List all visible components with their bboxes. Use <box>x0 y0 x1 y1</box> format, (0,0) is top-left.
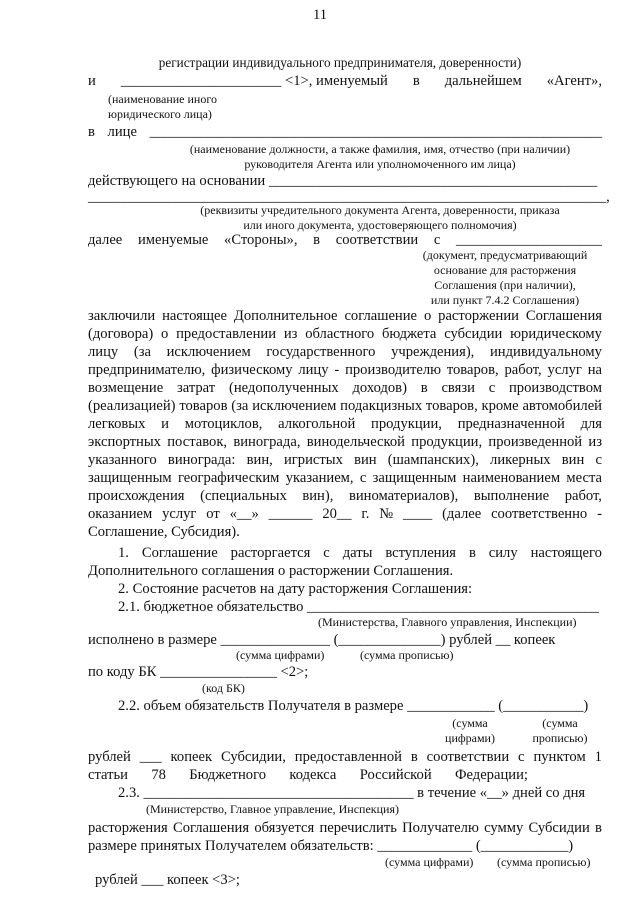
item-2-3-caption: (Министерство, Главное управление, Инспекция) <box>146 802 399 816</box>
main-line <box>88 325 602 343</box>
word: ____________________ <box>456 232 602 248</box>
word: с <box>488 380 496 396</box>
word: - <box>334 362 340 378</box>
article-line <box>88 766 528 784</box>
word: расторжении <box>438 308 519 324</box>
word: далее <box>88 232 123 248</box>
word: экспортных <box>88 434 161 450</box>
word: места <box>566 470 602 486</box>
word: возмещение <box>88 380 164 396</box>
word: 20__ <box>322 506 352 522</box>
word: лицу <box>88 344 119 360</box>
word: Получателю <box>402 820 479 836</box>
item-2-3: 2.3. _____________________________________ в течение «__» дней со дня <box>118 785 586 801</box>
word: Соглашения <box>172 820 250 836</box>
word: с <box>433 232 441 248</box>
main-line <box>88 469 602 487</box>
word: автомобилей <box>522 398 602 414</box>
word: рублей <box>88 749 131 765</box>
item-1 <box>118 544 602 562</box>
item-2: 2. Состояние расчетов на дату расторжения Соглашения: <box>118 581 473 597</box>
word: (шампанских), <box>387 452 479 468</box>
item-2-2-caption-words-1: (сумма <box>542 716 578 730</box>
word: алкогольной <box>278 416 356 432</box>
word: ____ <box>403 506 433 522</box>
word: с <box>359 470 367 486</box>
word: физическому <box>211 362 293 378</box>
item-2-2-caption-words-2: прописью) <box>532 731 588 745</box>
word: сумму <box>484 820 524 836</box>
word: лице <box>107 124 137 140</box>
word: (договора) <box>88 326 154 342</box>
word: Бюджетного <box>189 767 267 783</box>
accepted-line: размере принятых Получателем обязательств: _____________ (____________) <box>88 838 574 854</box>
word: с <box>323 545 330 561</box>
word: и <box>88 73 96 89</box>
word: доходов) <box>352 380 407 396</box>
word: услуг <box>547 362 582 378</box>
word: соответствии <box>335 232 419 248</box>
page-number: 11 <box>312 7 328 23</box>
word: наименованием <box>462 470 561 486</box>
word: предназначенной <box>457 416 565 432</box>
word: настоящее <box>162 308 227 324</box>
word: ______ <box>268 506 313 522</box>
word: расторжения <box>88 820 168 836</box>
word: ликерных <box>490 452 551 468</box>
word: индивидуальному <box>489 344 602 360</box>
word: исключением <box>252 398 337 414</box>
parties-caption-4: или пункт 7.4.2 Соглашения) <box>430 293 580 307</box>
word: произведенной <box>488 434 583 450</box>
accepted-caption-digits: (сумма цифрами) <box>385 855 474 869</box>
word: на <box>587 362 602 378</box>
main-line <box>88 397 602 415</box>
word: указанного <box>88 452 157 468</box>
word: Федерации; <box>454 767 528 783</box>
person-line <box>88 123 602 141</box>
word: (за <box>231 398 249 414</box>
main-line <box>88 307 602 325</box>
word: ______________________________________________________________ <box>149 124 602 140</box>
word: в <box>410 749 418 765</box>
word: - <box>597 506 602 522</box>
word: продукции, <box>371 416 442 432</box>
agent-line <box>88 72 602 90</box>
word: винограда, <box>233 434 301 450</box>
word: Субсидии <box>528 820 590 836</box>
word: работ, <box>564 488 602 504</box>
basis-line-2: _______________________________________________________________________, <box>88 189 610 205</box>
header-line: регистрации индивидуального предпринимателя, доверенности) <box>158 55 522 70</box>
word: в <box>313 232 321 248</box>
item-2-2-caption-digits-1: (сумма <box>452 716 488 730</box>
word: бюджета <box>381 326 437 342</box>
word: предоставленной <box>294 749 402 765</box>
word: игристых <box>284 452 343 468</box>
word: виноматериалов), <box>348 488 459 504</box>
word: услуг <box>162 506 197 522</box>
word: статьи <box>88 767 128 783</box>
word: (недополученных <box>228 380 339 396</box>
word: товаров <box>179 398 228 414</box>
word: юридическому <box>510 326 602 342</box>
word: даты <box>342 545 373 561</box>
word: перечислить <box>319 820 397 836</box>
parties-caption-2: основание для расторжения <box>433 263 577 277</box>
basis-caption-2: или иного документа, удостоверяющего полномочия) <box>243 218 517 232</box>
word: из <box>283 326 298 342</box>
word: вин, <box>246 452 273 468</box>
word: производством <box>508 380 602 396</box>
word: именуемые <box>137 232 209 248</box>
main-line <box>88 415 602 433</box>
word: г. <box>361 506 370 522</box>
word: работ, <box>504 362 542 378</box>
agent-caption-1: (наименование иного <box>108 92 217 106</box>
bk-caption: (код БК) <box>202 681 245 695</box>
word: (реализацией) <box>88 398 176 414</box>
word: исключением <box>166 344 251 360</box>
basis-caption-1: (реквизиты учредительного документа Агента, доверенности, приказа <box>200 203 560 217</box>
person-caption-2: руководителя Агента или уполномоченного им лица) <box>244 157 516 171</box>
main-line <box>88 361 602 379</box>
main-line <box>88 451 602 469</box>
word: (далее <box>442 506 482 522</box>
word: кодекса <box>289 767 337 783</box>
word: легковых <box>88 416 146 432</box>
word: Соглашение <box>141 545 218 561</box>
word: соглашение <box>344 308 418 324</box>
word: товаров, <box>446 362 499 378</box>
word: Российской <box>359 767 432 783</box>
main-line <box>88 505 602 523</box>
rub-line <box>88 748 602 766</box>
word: оказанием <box>88 506 153 522</box>
word: вин), <box>302 488 334 504</box>
word: затрат <box>176 380 216 396</box>
word: вступления <box>385 545 457 561</box>
word: государственного <box>266 344 376 360</box>
word: защищенным <box>88 470 172 486</box>
word: для <box>580 416 602 432</box>
item-2-2-caption-digits-2: цифрами) <box>445 731 495 745</box>
word: подакцизных <box>340 398 423 414</box>
parties-caption-3: Соглашения (при наличии), <box>434 278 576 292</box>
word: «Стороны», <box>224 232 298 248</box>
word: (специальных <box>200 488 287 504</box>
word: защищенным <box>372 470 457 486</box>
word: в <box>468 545 476 561</box>
word: в <box>412 73 420 89</box>
word: предпринимателю, <box>88 362 206 378</box>
item-1-cont: Дополнительного соглашения о расторжении Соглашения. <box>88 563 454 579</box>
word: субсидии <box>444 326 503 342</box>
word: вин <box>561 452 585 468</box>
word: происхождения <box>88 488 185 504</box>
word: Соглашения <box>525 308 602 324</box>
word: указанием, <box>285 470 354 486</box>
word: «__» <box>229 506 259 522</box>
word: с <box>595 452 602 468</box>
word: в <box>595 820 602 836</box>
word: связи <box>441 380 475 396</box>
word: кроме <box>481 398 519 414</box>
termination-line <box>88 819 602 837</box>
word: № <box>379 506 394 522</box>
word: Дополнительное <box>233 308 338 324</box>
word: вин <box>354 452 377 468</box>
word: от <box>206 506 220 522</box>
word: и <box>161 416 169 432</box>
word: ___ <box>139 749 162 765</box>
item-2-2: 2.2. объем обязательств Получателя в размере ____________ (___________) <box>118 698 589 714</box>
person-caption-1: (наименование должности, а также фамилия, имя, отчество (при наличии) <box>189 142 571 156</box>
word: мотоциклов, <box>184 416 263 432</box>
word: из <box>588 434 602 450</box>
word: (за <box>133 344 151 360</box>
word: обязуется <box>254 820 315 836</box>
word: в <box>88 124 95 140</box>
bk-line: по коду БК ________________ <2>; <box>88 664 309 680</box>
parties-line <box>88 231 602 249</box>
word: в <box>420 380 428 396</box>
word: производителю <box>345 362 441 378</box>
word: поставок, <box>167 434 228 450</box>
word: 1. <box>118 545 129 561</box>
main-line <box>88 379 602 397</box>
word: заключили <box>88 308 156 324</box>
word: географическим <box>177 470 280 486</box>
executed-caption-digits: (сумма цифрами) <box>236 648 325 662</box>
agent-caption-2: юридического лица) <box>108 107 212 121</box>
executed-line: исполнено в размере _______________ (______________) рублей __ копеек <box>88 632 556 648</box>
basis-line: действующего на основании _____________________________________________ <box>88 173 598 189</box>
word: лицу <box>298 362 329 378</box>
main-line <box>88 487 602 505</box>
word: винограда: <box>167 452 236 468</box>
word: о <box>423 308 432 324</box>
main-line-last: Соглашение, Субсидия). <box>88 524 240 540</box>
word: настоящего <box>530 545 602 561</box>
word: копеек <box>170 749 213 765</box>
word: выполнение <box>473 488 550 504</box>
word: 1 <box>594 749 602 765</box>
final-line: рублей ___ копеек <3>; <box>95 872 240 888</box>
word: учреждения), <box>391 344 475 360</box>
word: с <box>518 749 525 765</box>
word: винодельческой <box>306 434 405 450</box>
main-line <box>88 433 602 451</box>
item-2-1-caption: (Министерства, Главного управления, Инспекции) <box>318 615 577 629</box>
item-2-1: 2.1. бюджетное обязательство ________________________________________ <box>118 599 599 615</box>
word: 78 <box>151 767 166 783</box>
word: продукции, <box>411 434 483 450</box>
word: ______________________ <1>, именуемый <box>120 73 388 89</box>
word: дальнейшем <box>444 73 522 89</box>
word: пунктом <box>533 749 586 765</box>
word: соответствии <box>426 749 510 765</box>
word: расторгается <box>230 545 311 561</box>
word: «Агент», <box>546 73 602 89</box>
parties-caption-1: (документ, предусматривающий <box>422 248 588 262</box>
word: о <box>161 326 169 342</box>
word: соответственно <box>491 506 588 522</box>
word: Субсидии, <box>220 749 286 765</box>
main-line <box>88 343 602 361</box>
word: областного <box>305 326 375 342</box>
word: товаров, <box>425 398 478 414</box>
executed-caption-words: (сумма прописью) <box>360 648 454 662</box>
word: силу <box>488 545 518 561</box>
word: предоставлении <box>176 326 277 342</box>
accepted-caption-words: (сумма прописью) <box>497 855 591 869</box>
